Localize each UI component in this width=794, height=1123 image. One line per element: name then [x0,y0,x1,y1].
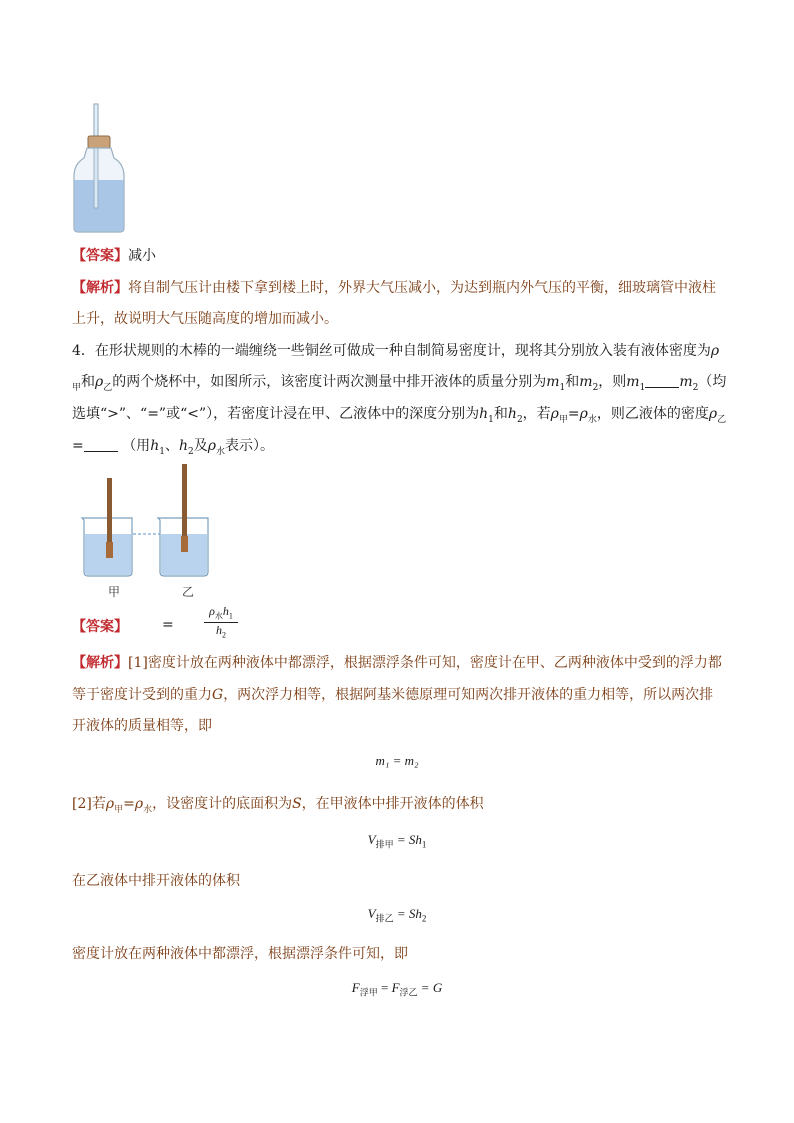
q4-answer-eq: = [162,617,174,633]
answer-tag: 【答案】 [72,248,128,264]
q4-analysis-line4: [2]若$\rho_甲=\rho_水$，设密度计的底面积为S，在甲液体中排开液体的体积 [72,796,484,815]
equation-m1-m2: m₁ = m₂ [375,753,419,768]
beaker-label-yi: 乙 [182,585,195,599]
q4-analysis-line1: 【解析】[1]密度计放在两种液体中都漂浮，根据漂浮条件可知，密度计在甲、乙两种液体中受到的浮力都 [72,655,722,671]
q4-analysis-line5: 在乙液体中排开液体的体积 [72,873,240,889]
answer-blank-2[interactable] [84,437,118,452]
q4-line4: = （用$h_1$、$h_2$及$\rho_水$表示）。 [72,438,274,457]
density-meter-beakers-figure [78,460,218,580]
q4-answer: 【答案】 [72,619,128,635]
q4-analysis-line6: 密度计放在两种液体中都漂浮，根据漂浮条件可知，即 [72,946,408,962]
equation-f-fu: $F_{浮甲} = F_{浮乙} = G$ [351,980,443,998]
q4-line1: 4．在形状规则的木棒的一端缠绕一些铜丝可做成一种自制简易密度计，现将其分别放入装有液体密度为ρ [72,343,720,359]
q3-answer [72,246,156,266]
answer-blank-1[interactable] [645,373,679,388]
q4-answer-fraction: $\rho_水h_1$ $h_2$ [204,604,238,640]
q4-analysis-line3: 开液体的质量相等，即 [72,718,212,734]
beaker-label-jia: 甲 [108,585,121,599]
q4-line3: 选填“>”、“=”或“<”），若密度计浸在甲、乙液体中的深度分别为$h_1$和$h_2$，若$\rho_甲=\rho_水$，则乙液体的密度$\rho_乙$ [72,406,727,425]
equation-v-pai-jia: $V_{排甲} = Sh_1$ [367,832,427,850]
barometer-bottle-figure [70,100,130,235]
q4-analysis-line2: 等于密度计受到的重力G，两次浮力相等，根据阿基米德原理可知两次排开液体的重力相等，所以两次排 [72,687,714,703]
q3-answer-text: 减小 [128,248,156,264]
equation-v-pai-yi: $V_{排乙} = Sh_2$ [367,906,427,924]
q3-analysis-line2: 上升，故说明大气压随高度的增加而减小。 [72,311,338,327]
q4-line2: $_甲$和$\rho_乙$的两个烧杯中，如图所示，该密度计两次测量中排开液体的质量分别为$m_1$和$m_2$，则$m_1$ $m_2$（均 [72,374,727,393]
q3-analysis-line1: 【解析】将自制气压计由楼下拿到楼上时，外界大气压减小，为达到瓶内外气压的平衡，细玻璃管中液柱 [72,280,716,296]
analysis-tag: 【解析】 [72,280,128,296]
